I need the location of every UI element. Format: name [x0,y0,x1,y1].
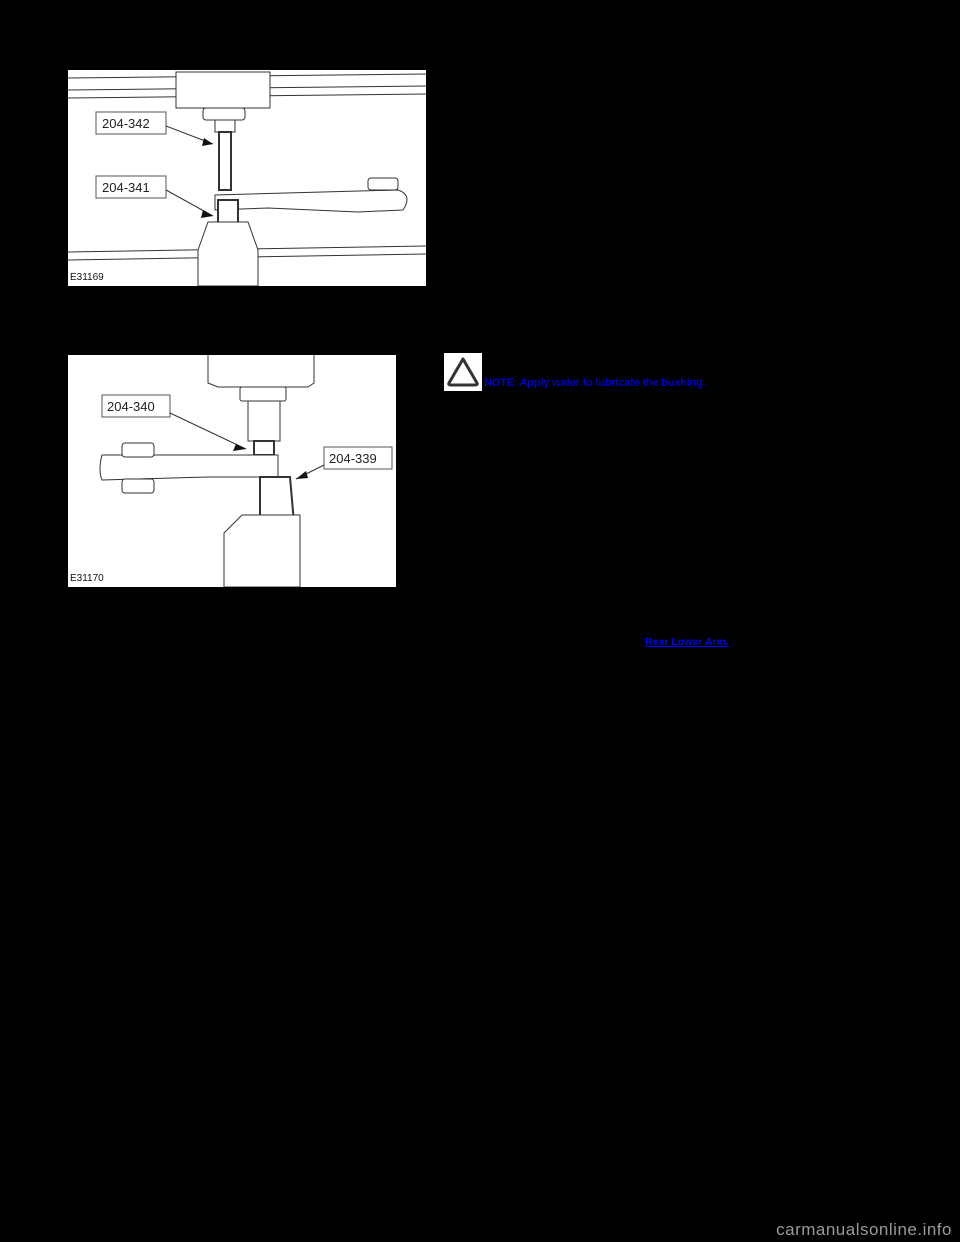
callout-204-341 [96,176,213,218]
figure-e31170 [68,355,396,587]
svg-text:204-339: 204-339 [329,451,377,466]
rear-lower-arm-link[interactable]: Rear Lower Arm. [645,636,729,648]
figure-e31169 [68,70,426,286]
note-block [444,353,705,391]
press-tool-illustration-1 [68,70,426,286]
svg-text:204-340: 204-340 [107,399,155,414]
note-text: NOTE: Apply water to lubricate the bushing. [484,377,706,389]
callout-204-340 [102,395,246,451]
watermark: carmanualsonline.info [776,1220,952,1239]
press-tool-illustration-2 [68,355,396,587]
figure-id: E31170 [70,573,104,584]
svg-text:204-342: 204-342 [102,116,150,131]
figure-id: E31169 [70,272,104,283]
warning-triangle-icon [444,353,482,391]
callout-204-339 [296,447,392,479]
svg-text:204-341: 204-341 [102,180,150,195]
callout-204-342 [96,112,213,146]
